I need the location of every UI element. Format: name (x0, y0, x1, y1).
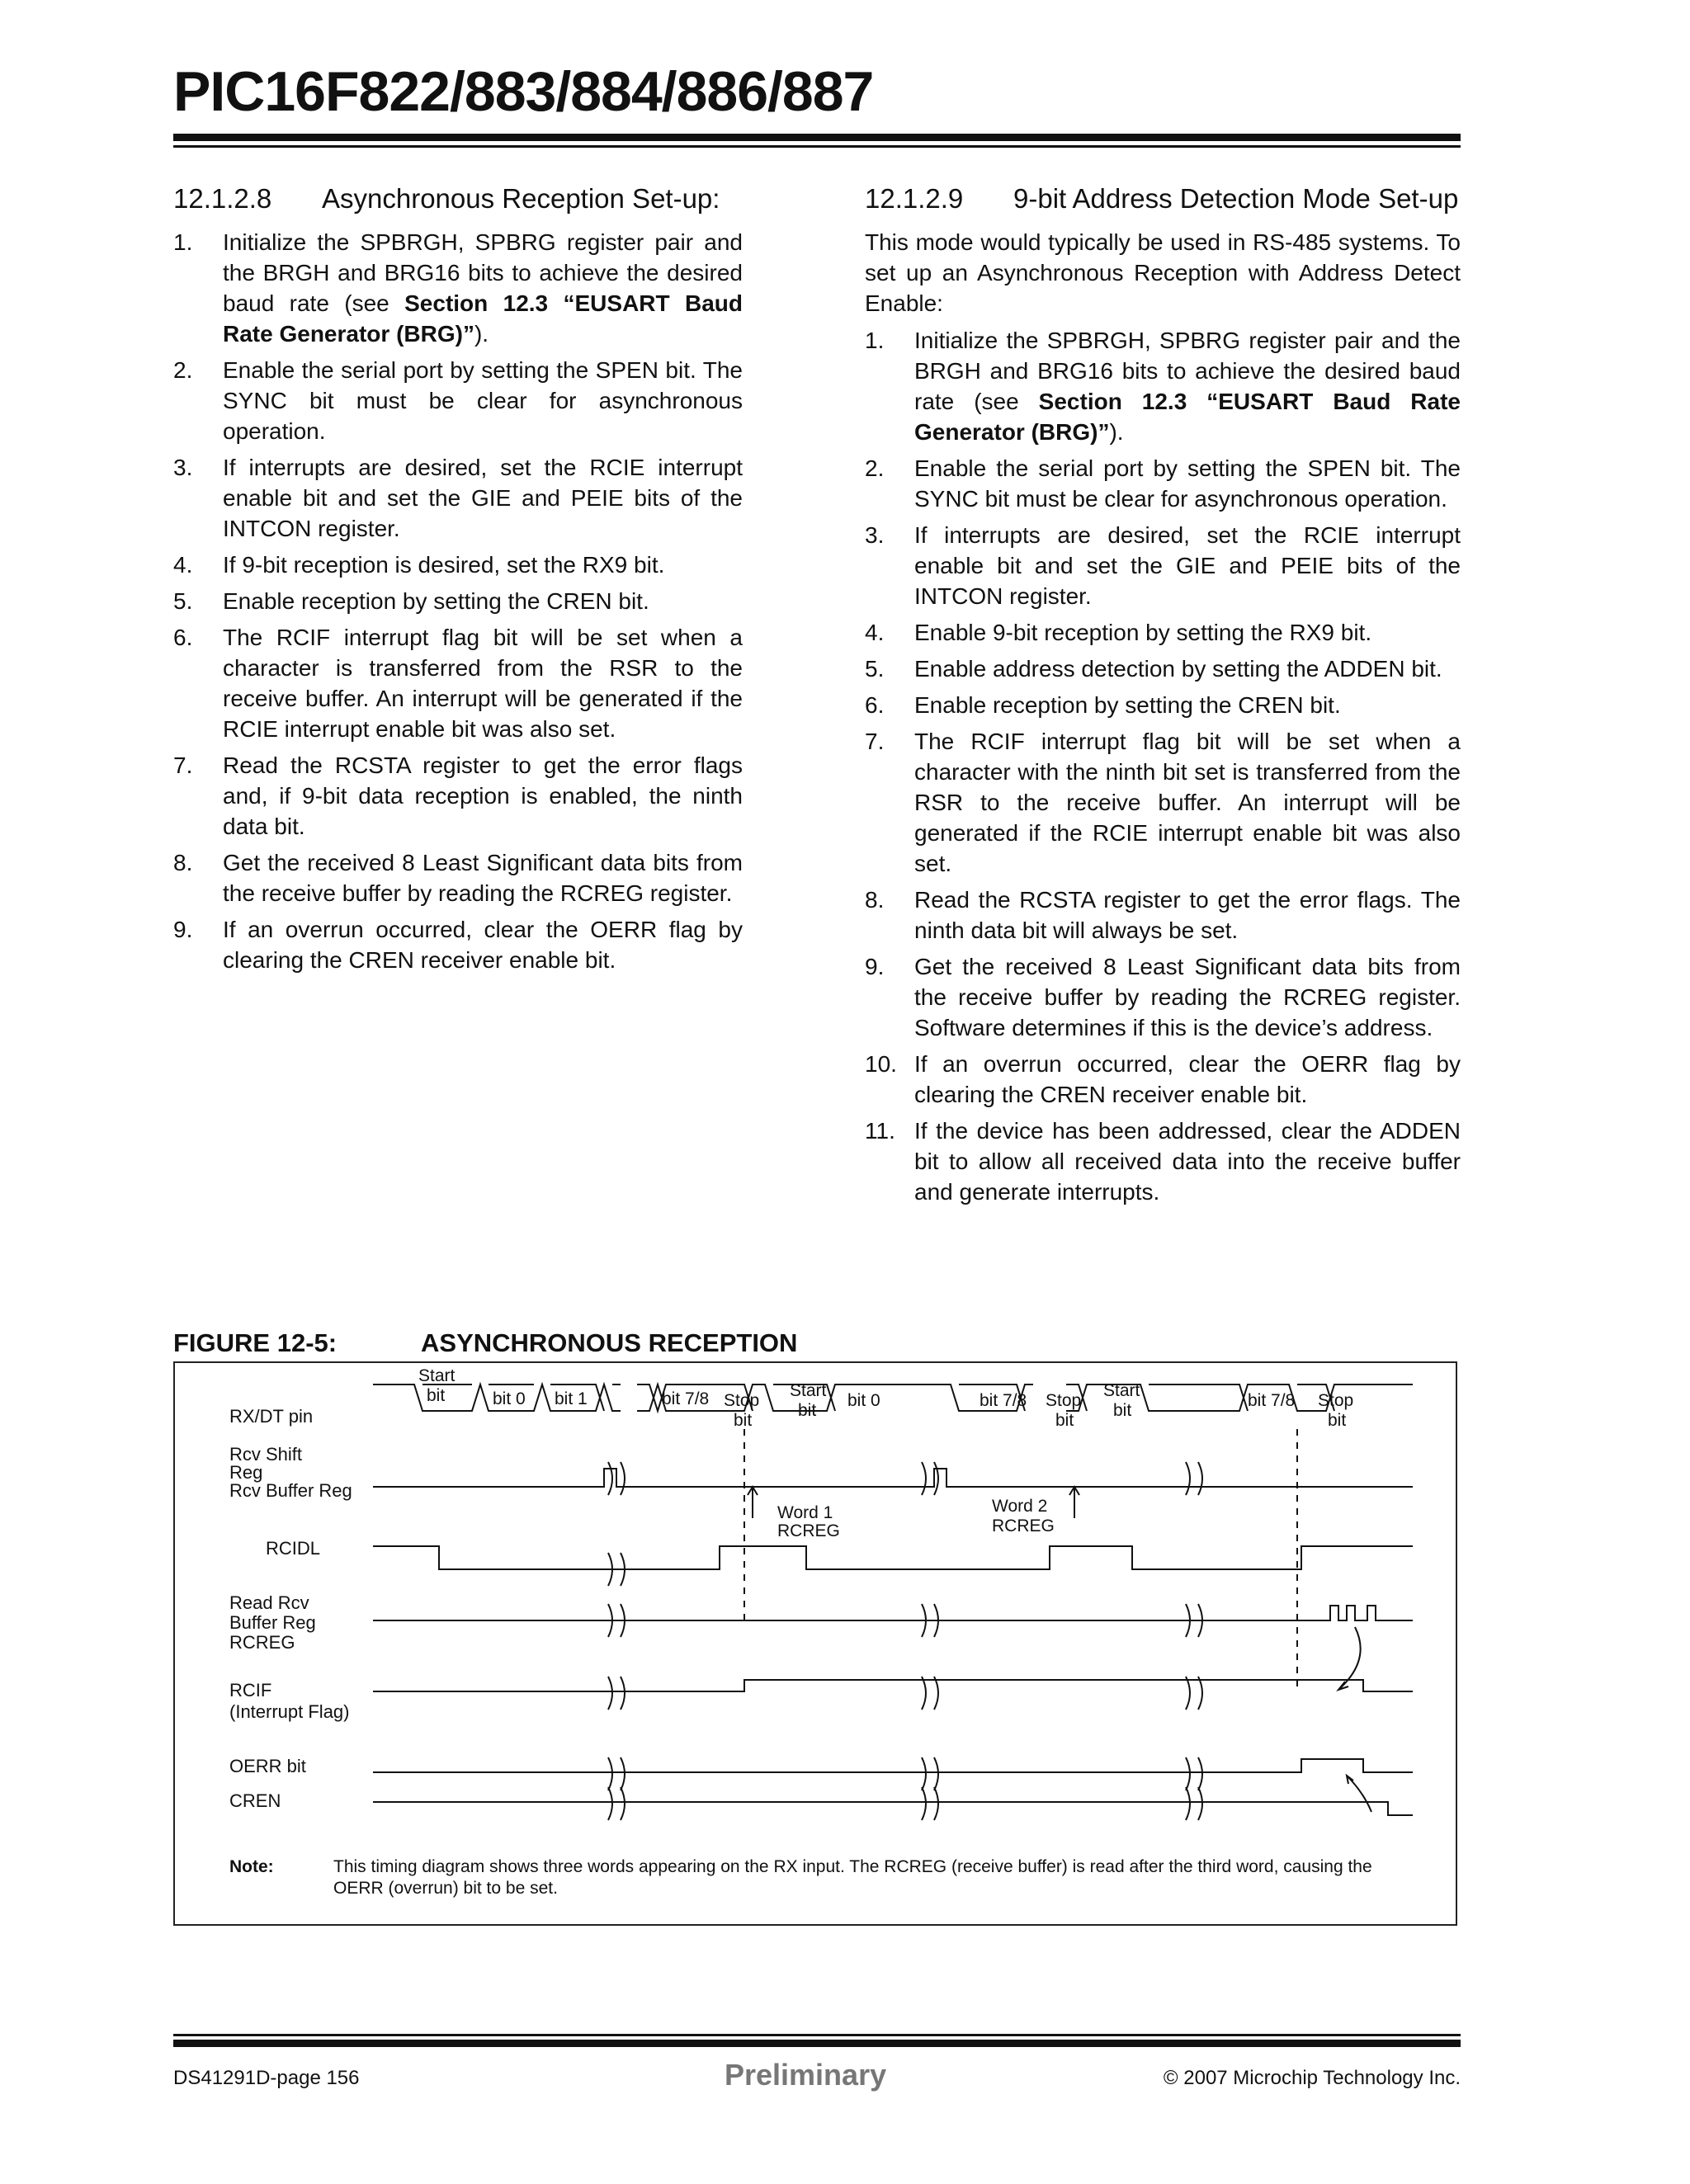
item-number: 7. (865, 729, 885, 754)
stop-bit-label-3: bit (1328, 1411, 1347, 1430)
rcv-buffer-waveform (373, 1469, 1413, 1487)
section-reference-link[interactable]: Section 12.3 “EUSART Baud Rate Generator (BRG)” (223, 290, 743, 347)
signal-label-interrupt-flag: (Interrupt Flag) (229, 1701, 350, 1722)
item-number: 5. (865, 656, 885, 682)
timing-diagram (175, 1363, 1456, 1924)
break-marks-3 (1186, 1462, 1202, 1820)
bit78-label-3: bit 7/8 (1248, 1391, 1296, 1410)
item-number: 9. (865, 954, 885, 979)
signal-label-reg: Reg (229, 1462, 263, 1483)
figure-title: ASYNCHRONOUS RECEPTION (421, 1328, 798, 1357)
word1-label: Word 1 (777, 1503, 833, 1522)
item-number: 9. (173, 917, 193, 942)
word2-arrow (1069, 1487, 1079, 1518)
item-number: 3. (865, 522, 885, 548)
item-number: 4. (865, 620, 885, 645)
item-text: If 9-bit reception is desired, set the RX9 bit. (223, 552, 665, 578)
footer-copyright: © 2007 Microchip Technology Inc. (1163, 2067, 1461, 2089)
stop-bit-label-1: bit (734, 1411, 753, 1430)
list-item (173, 355, 743, 446)
stop-bit-label-2: bit (1055, 1411, 1074, 1430)
signal-label-rcif: RCIF (229, 1680, 272, 1701)
cren-waveform (373, 1802, 1413, 1815)
item-number: 6. (865, 692, 885, 718)
signal-label-rcv-shift: Rcv Shift (229, 1444, 303, 1465)
list-item (173, 586, 743, 616)
footer-rule-thin (173, 2034, 1461, 2036)
note-text: This timing diagram shows three words appearing on the RX input. The RCREG (receive buffer) is read after the third word, causing the OERR (overrun) bit to be set. (333, 1857, 1372, 1898)
item-text-part: ). (474, 321, 489, 347)
section-title: 9-bit Address Detection Mode Set-up (1013, 183, 1459, 214)
item-number: 11. (865, 1118, 895, 1144)
list-item (865, 951, 1461, 1043)
signal-label-rcidl: RCIDL (266, 1538, 321, 1559)
note-label: Note: (229, 1857, 274, 1876)
list-item (865, 1116, 1461, 1207)
break-marks (608, 1462, 625, 1820)
list-item (173, 550, 743, 580)
section-reference-link[interactable]: Section 12.3 “EUSART Baud Rate Generator (BRG)” (914, 389, 1461, 445)
list-item (173, 227, 743, 349)
address-detect-steps-list (865, 325, 1461, 1207)
item-number: 2. (173, 357, 193, 383)
item-text (914, 325, 1461, 447)
figure-number: FIGURE 12-5: (173, 1328, 338, 1357)
start-bit-label-2: bit (798, 1401, 817, 1420)
rcif-waveform (373, 1680, 1413, 1691)
list-item (173, 452, 743, 544)
footer-doc-id: DS41291D-page 156 (173, 2067, 360, 2089)
item-text (223, 227, 743, 349)
signal-label-buffer-reg: Buffer Reg (229, 1612, 316, 1633)
bit0-label-2: bit 0 (847, 1391, 880, 1410)
item-text: If the device has been addressed, clear the ADDEN bit to allow all received data into the receive buffer and generate interrupts. (914, 1118, 1461, 1205)
break-marks-2 (922, 1462, 938, 1820)
item-text: Enable reception by setting the CREN bit. (223, 588, 649, 614)
start-label-3: Start (1103, 1381, 1140, 1400)
item-number: 3. (173, 455, 193, 480)
signal-label-oerr: OERR bit (229, 1756, 306, 1776)
signal-label-read-rcv: Read Rcv (229, 1592, 309, 1613)
item-number: 7. (173, 752, 193, 778)
item-text: Enable 9-bit reception by setting the RX9 bit. (914, 620, 1372, 645)
item-number: 6. (173, 625, 193, 650)
start-label-1: Start (418, 1366, 456, 1385)
item-text: Enable reception by setting the CREN bit. (914, 692, 1341, 718)
item-number: 8. (173, 850, 193, 875)
item-number: 4. (173, 552, 193, 578)
bit1-label-1: bit 1 (555, 1389, 588, 1408)
left-column (173, 183, 743, 981)
stop-label-2: Stop (1046, 1391, 1082, 1410)
word2-label: Word 2 (992, 1497, 1048, 1516)
section-heading-right (865, 183, 1461, 214)
item-text-part: ). (1109, 419, 1124, 445)
signal-label-rx: RX/DT pin (229, 1406, 314, 1427)
list-item (865, 1049, 1461, 1110)
item-number: 8. (865, 887, 885, 913)
word1-rcreg-label: RCREG (777, 1521, 840, 1540)
list-item (173, 622, 743, 744)
start-bit-label-1: bit (427, 1386, 446, 1405)
start-bit-label-3: bit (1113, 1401, 1132, 1420)
word2-rcreg-label: RCREG (992, 1517, 1055, 1535)
section-intro: This mode would typically be used in RS-485 systems. To set up an Asynchronous Reception with Address Detect Enable: (865, 229, 1461, 316)
stop-label-3: Stop (1318, 1391, 1354, 1410)
item-text: If interrupts are desired, set the RCIE interrupt enable bit and set the GIE and PEIE bits of the INTCON register. (914, 522, 1461, 609)
list-item (865, 453, 1461, 514)
right-column (865, 183, 1461, 1213)
item-text-part: Initialize the SPBRGH, SPBRG register pair and the BRGH and BRG16 bits to achieve the desired baud rate (see (914, 328, 1461, 414)
figure-note (229, 1856, 1406, 1899)
item-text: Enable the serial port by setting the SPEN bit. The SYNC bit must be clear for asynchronous operation. (223, 357, 743, 444)
cren-clear-arrow (1347, 1776, 1371, 1812)
bit78-label-1: bit 7/8 (662, 1389, 710, 1408)
list-item (865, 325, 1461, 447)
signal-label-cren: CREN (229, 1790, 281, 1811)
item-number: 2. (865, 455, 885, 481)
page-title: PIC16F822/883/884/886/887 (173, 60, 874, 123)
item-number: 1. (173, 229, 193, 255)
figure-caption (173, 1328, 797, 1358)
list-item (865, 726, 1461, 879)
list-item (173, 750, 743, 842)
rcidl-waveform (373, 1546, 1413, 1569)
footer-status: Preliminary (725, 2058, 887, 2092)
list-item (865, 884, 1461, 946)
timing-diagram-box (173, 1361, 1457, 1926)
item-text: The RCIF interrupt flag bit will be set when a character is transferred from the RSR to the receive buffer. An interrupt will be generated if the RCIE interrupt enable bit was also set. (223, 625, 743, 742)
footer-rule (173, 2040, 1461, 2047)
signal-label-rcreg: RCREG (229, 1632, 295, 1653)
item-text: Get the received 8 Least Significant data bits from the receive buffer by reading the RCREG register. Software determines if this is the device’s address. (914, 954, 1461, 1040)
read-rcreg-waveform (373, 1606, 1413, 1620)
section-heading-left (173, 183, 743, 214)
item-text: If an overrun occurred, clear the OERR flag by clearing the CREN receiver enable bit. (914, 1051, 1461, 1107)
signal-label-rcv-buffer: Rcv Buffer Reg (229, 1480, 352, 1501)
list-item (865, 690, 1461, 720)
item-text: Enable the serial port by setting the SPEN bit. The SYNC bit must be clear for asynchronous operation. (914, 455, 1461, 512)
bit78-label-2: bit 7/8 (980, 1391, 1027, 1410)
item-text: Enable address detection by setting the ADDEN bit. (914, 656, 1442, 682)
list-item (173, 847, 743, 908)
bit0-label-1: bit 0 (493, 1389, 526, 1408)
section-number: 12.1.2.8 (173, 183, 272, 214)
list-item (865, 653, 1461, 684)
list-item (865, 520, 1461, 611)
item-text: Read the RCSTA register to get the error flags. The ninth data bit will always be set. (914, 887, 1461, 943)
header-rule-thin (173, 145, 1461, 148)
list-item (173, 914, 743, 975)
stop-label-1: Stop (724, 1391, 760, 1410)
item-text: Read the RCSTA register to get the error flags and, if 9-bit data reception is enabled, the ninth data bit. (223, 752, 743, 839)
item-number: 10. (865, 1051, 897, 1077)
list-item (865, 617, 1461, 648)
section-title: Asynchronous Reception Set-up: (322, 183, 720, 214)
header-rule (173, 134, 1461, 141)
setup-steps-list (173, 227, 743, 975)
item-text: Get the received 8 Least Significant data bits from the receive buffer by reading the RCREG register. (223, 850, 743, 906)
word1-arrow (748, 1487, 758, 1518)
start-label-2: Start (790, 1381, 827, 1400)
item-text-part: Initialize the SPBRGH, SPBRG register pair and the BRGH and BRG16 bits to achieve the desired baud rate (see (223, 229, 743, 316)
item-text: The RCIF interrupt flag bit will be set when a character with the ninth bit set is transferred from the RSR to the receive buffer. An interrupt will be generated if the RCIE interrupt enable bit was also set. (914, 729, 1461, 876)
oerr-waveform (373, 1759, 1413, 1772)
section-number: 12.1.2.9 (865, 183, 964, 214)
item-number: 1. (865, 328, 885, 353)
item-text: If an overrun occurred, clear the OERR flag by clearing the CREN receiver enable bit. (223, 917, 743, 973)
item-number: 5. (173, 588, 193, 614)
item-text: If interrupts are desired, set the RCIE interrupt enable bit and set the GIE and PEIE bits of the INTCON register. (223, 455, 743, 541)
